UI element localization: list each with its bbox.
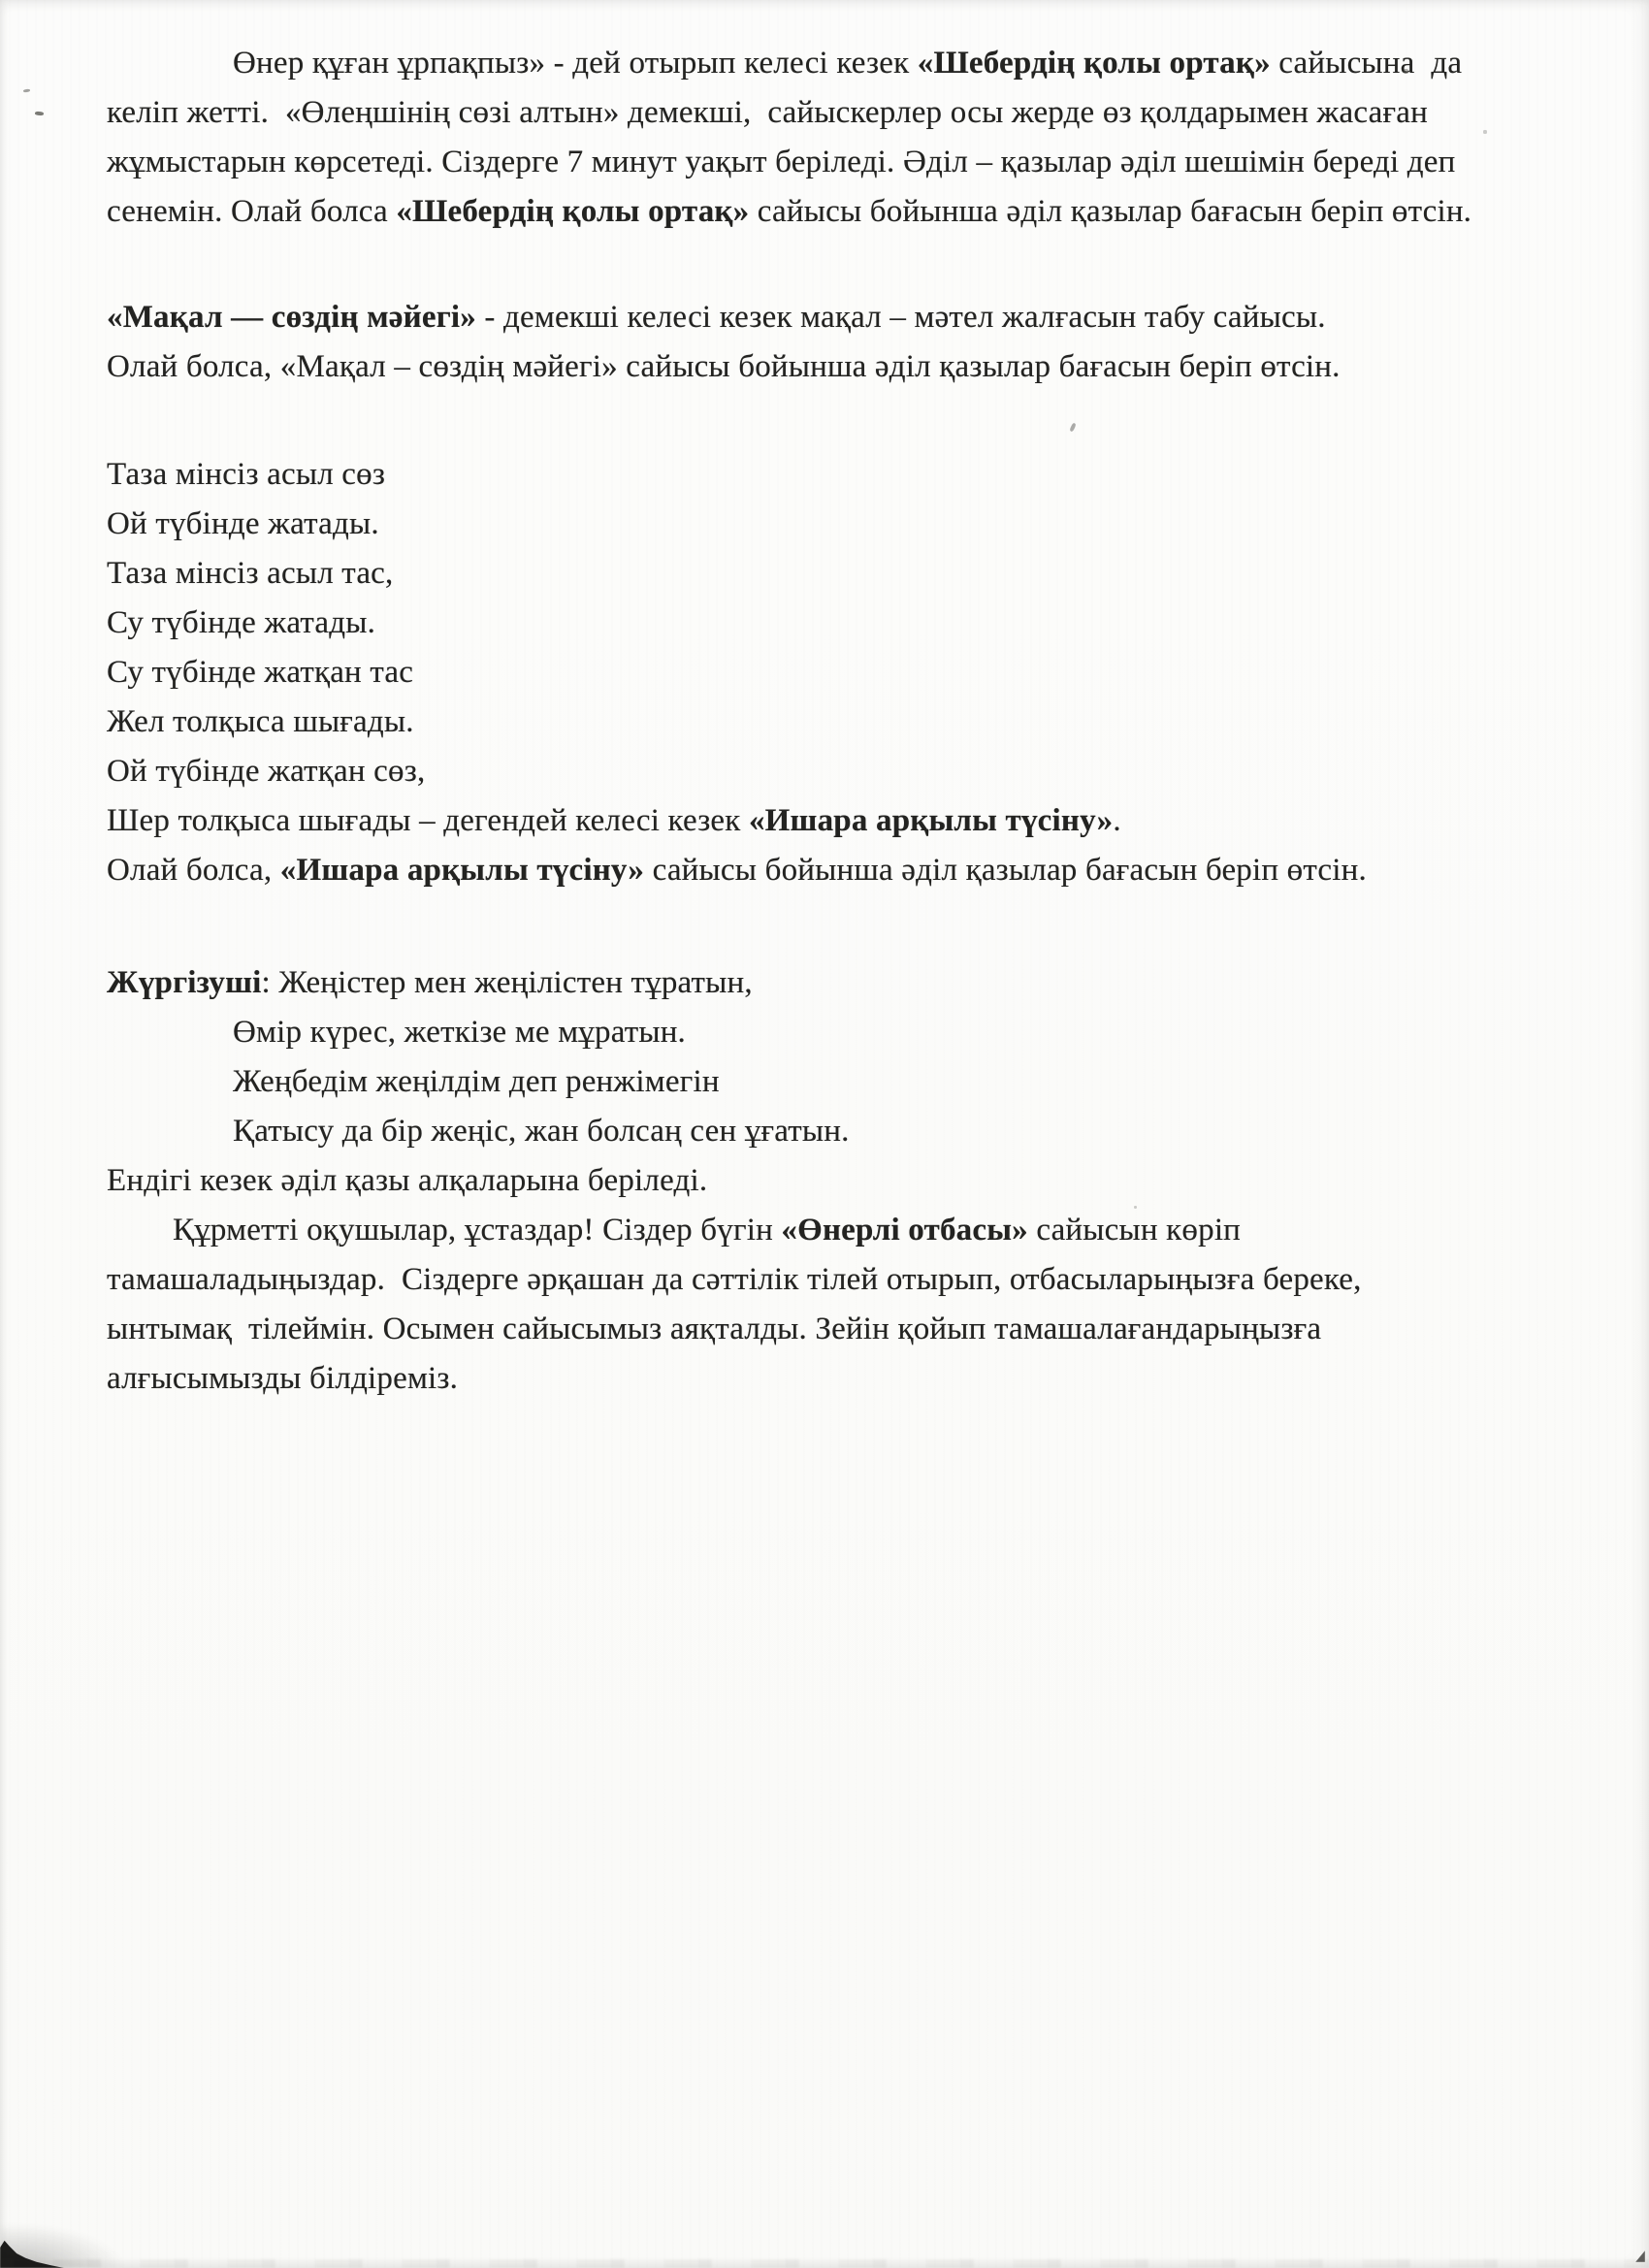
text-run: Жеңбедім жеңілдім деп ренжімегін — [233, 1064, 720, 1099]
text-run: Қатысу да бір жеңіс, жан болсаң сен ұғатын. — [233, 1114, 850, 1149]
text-run: Шер толқыса шығады – дегендей келесі кезек — [107, 803, 749, 838]
makal-heading-paragraph — [107, 293, 1484, 342]
dust-speck — [35, 112, 44, 116]
text-run: . — [1113, 803, 1121, 838]
bold-text-run: «Ишара арқылы түсіну» — [279, 853, 645, 888]
bold-text-run: «Мақал — сөздің мәйегі» — [107, 300, 476, 335]
text-run: Су түбінде жатады. — [107, 605, 376, 640]
makal-judges-paragraph — [107, 342, 1484, 392]
poem-line-8-ishara — [107, 796, 1484, 846]
poem-line-6 — [107, 697, 1484, 747]
text-run: Ой түбінде жатады. — [107, 506, 379, 541]
text-run: Ой түбінде жатқан сөз, — [107, 754, 426, 789]
judges-turn-line — [107, 1156, 1484, 1206]
text-run: сайысы бойынша әділ қазылар бағасын беріп өтсін. — [644, 853, 1367, 888]
host-line-2 — [233, 1008, 1484, 1057]
host-line-3 — [233, 1057, 1484, 1107]
text-run: : Жеңістер мен жеңілістен тұратын, — [261, 965, 753, 1000]
poem-line-7 — [107, 747, 1484, 796]
bold-text-run: «Шебердің қолы ортақ» — [396, 194, 750, 229]
text-run: Құрметті оқушылар, ұстаздар! Сіздер бүгін — [173, 1213, 782, 1247]
text-run: - демекші келесі кезек мақал – мәтел жалғасын табу сайысы. — [475, 300, 1326, 335]
scan-smear-bottom-edge — [0, 2259, 1649, 2268]
intro-paragraph — [107, 39, 1484, 237]
text-run: Олай болса, — [107, 853, 280, 888]
text-run: Олай болса, «Мақал – сөздің мәйегі» сайысы бойынша әділ қазылар бағасын беріп өтсін. — [107, 349, 1341, 384]
host-line-4 — [233, 1107, 1484, 1156]
text-run: сайысын көріп тамашаладыңыздар. Сіздерге әрқашан да сәттілік тілей отырып, отбасыларыңызға береке, ынтымақ тілеймін. Осымен сайысымыз аяқталды. Зейін қойып тамашалағандарыңызға алғысымызды білдіреміз. — [107, 1213, 1371, 1396]
poem-line-3 — [107, 549, 1484, 599]
bold-text-run: Жүргізуші — [107, 965, 262, 1000]
text-run: Таза мінсіз асыл тас, — [107, 556, 394, 591]
ishara-judges-paragraph — [107, 846, 1484, 895]
bold-text-run: «Ишара арқылы түсіну» — [748, 803, 1114, 838]
text-run: Ендігі кезек әділ қазы алқаларына беріледі. — [107, 1163, 708, 1198]
closing-paragraph — [107, 1206, 1484, 1404]
text-run: сайысына да келіп жетті. «Өлеңшінің сөзі алтын» демекші, сайыскерлер осы жерде өз қолдарымен жасаған жұмыстарын көрсетеді. Сіздерге 7 минут уақыт беріледі. Әділ – қазылар әділ шешімін береді деп сенемін. Олай болса — [107, 46, 1471, 229]
poem-line-2 — [107, 500, 1484, 549]
bold-text-run: «Өнерлі отбасы» — [781, 1213, 1028, 1247]
scan-shadow-bottom-left — [0, 2223, 126, 2268]
poem-line-4 — [107, 599, 1484, 648]
text-run: Өнер құған ұрпақпыз» - дей отырып келесі кезек — [233, 46, 918, 81]
text-run: Таза мінсіз асыл сөз — [107, 457, 386, 492]
host-line-1 — [107, 958, 1484, 1008]
scan-smudge-bottom-left — [0, 2239, 64, 2268]
text-run: сайысы бойынша әділ қазылар бағасын беріп өтсін. — [749, 194, 1472, 229]
bold-text-run: «Шебердің қолы ортақ» — [917, 46, 1271, 81]
text-run: Су түбінде жатқан тас — [107, 655, 414, 690]
text-run: Өмір күрес, жеткізе ме мұратын. — [233, 1015, 687, 1050]
document-body — [107, 39, 1484, 1404]
dust-speck — [23, 89, 30, 93]
poem-line-1 — [107, 450, 1484, 500]
scan-speck-bottom-right — [1635, 2251, 1645, 2262]
poem-line-5 — [107, 648, 1484, 697]
text-run: Жел толқыса шығады. — [107, 704, 414, 739]
